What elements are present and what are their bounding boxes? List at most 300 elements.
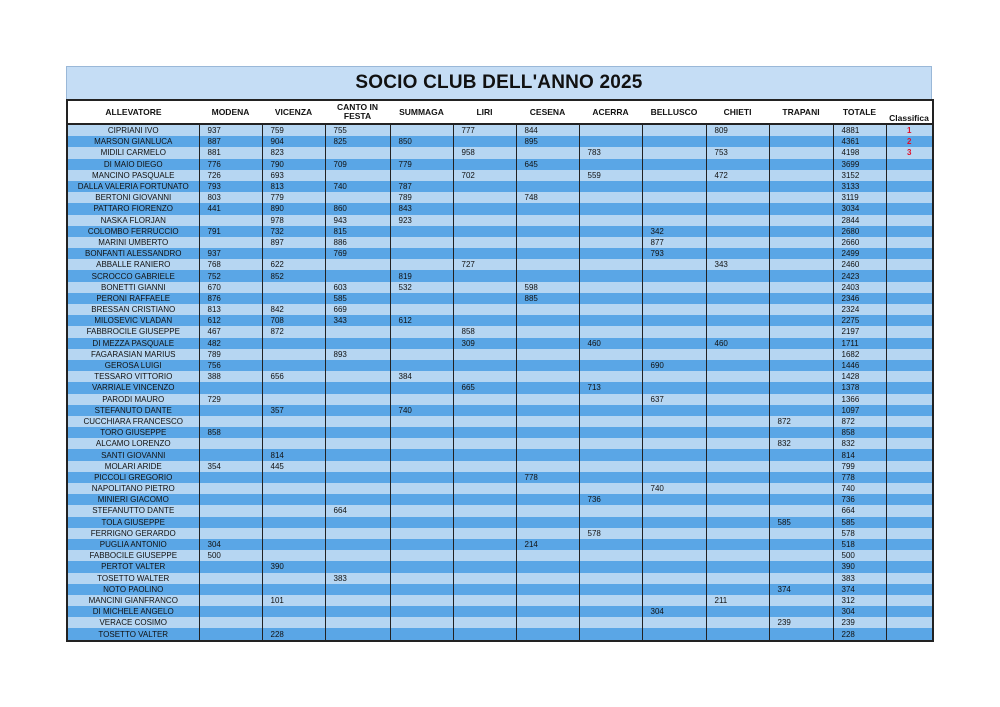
cell-vicenza[interactable] — [262, 293, 325, 304]
cell-chieti[interactable] — [706, 617, 769, 628]
cell-trapani[interactable] — [769, 248, 833, 259]
cell-allevatore[interactable]: BONETTI GIANNI — [67, 282, 199, 293]
cell-bellusco[interactable] — [642, 371, 706, 382]
cell-bellusco[interactable] — [642, 461, 706, 472]
cell-cesena[interactable] — [516, 326, 579, 337]
cell-summaga[interactable]: 789 — [390, 192, 453, 203]
cell-classifica[interactable] — [886, 561, 933, 572]
cell-bellusco[interactable] — [642, 304, 706, 315]
cell-classifica[interactable] — [886, 170, 933, 181]
cell-classifica[interactable] — [886, 606, 933, 617]
cell-canto-in-festa[interactable] — [325, 483, 390, 494]
cell-allevatore[interactable]: FABBOCILE GIUSEPPE — [67, 550, 199, 561]
cell-bellusco[interactable] — [642, 338, 706, 349]
column-header-classifica[interactable]: Classifica — [886, 100, 933, 124]
cell-liri[interactable] — [453, 628, 516, 640]
cell-allevatore[interactable]: SANTI GIOVANNI — [67, 449, 199, 460]
cell-acerra[interactable] — [579, 360, 642, 371]
cell-acerra[interactable] — [579, 573, 642, 584]
cell-summaga[interactable] — [390, 517, 453, 528]
cell-allevatore[interactable]: BERTONI GIOVANNI — [67, 192, 199, 203]
cell-classifica[interactable] — [886, 282, 933, 293]
cell-bellusco[interactable] — [642, 124, 706, 136]
cell-acerra[interactable] — [579, 628, 642, 640]
column-header-cesena[interactable]: CESENA — [516, 100, 579, 124]
cell-bellusco[interactable]: 740 — [642, 483, 706, 494]
cell-cesena[interactable]: 885 — [516, 293, 579, 304]
cell-totale[interactable]: 2275 — [833, 315, 886, 326]
cell-liri[interactable] — [453, 449, 516, 460]
cell-bellusco[interactable] — [642, 159, 706, 170]
cell-acerra[interactable] — [579, 270, 642, 281]
cell-acerra[interactable] — [579, 237, 642, 248]
cell-modena[interactable]: 500 — [199, 550, 262, 561]
cell-vicenza[interactable]: 790 — [262, 159, 325, 170]
cell-vicenza[interactable] — [262, 617, 325, 628]
cell-summaga[interactable] — [390, 573, 453, 584]
cell-allevatore[interactable]: STEFANUTTO DANTE — [67, 505, 199, 516]
cell-liri[interactable] — [453, 606, 516, 617]
cell-modena[interactable]: 354 — [199, 461, 262, 472]
cell-vicenza[interactable]: 872 — [262, 326, 325, 337]
cell-vicenza[interactable] — [262, 416, 325, 427]
column-header-allevatore[interactable]: ALLEVATORE — [67, 100, 199, 124]
cell-bellusco[interactable] — [642, 192, 706, 203]
cell-canto-in-festa[interactable] — [325, 192, 390, 203]
cell-modena[interactable] — [199, 517, 262, 528]
cell-totale[interactable]: 374 — [833, 584, 886, 595]
cell-classifica[interactable] — [886, 483, 933, 494]
cell-bellusco[interactable] — [642, 382, 706, 393]
cell-totale[interactable]: 2680 — [833, 226, 886, 237]
cell-bellusco[interactable] — [642, 270, 706, 281]
cell-chieti[interactable] — [706, 573, 769, 584]
cell-chieti[interactable] — [706, 315, 769, 326]
cell-vicenza[interactable]: 101 — [262, 595, 325, 606]
cell-allevatore[interactable]: DALLA VALERIA FORTUNATO — [67, 181, 199, 192]
cell-chieti[interactable] — [706, 483, 769, 494]
cell-totale[interactable]: 2844 — [833, 215, 886, 226]
cell-cesena[interactable]: 645 — [516, 159, 579, 170]
cell-cesena[interactable] — [516, 248, 579, 259]
cell-modena[interactable] — [199, 584, 262, 595]
cell-allevatore[interactable]: ALCAMO LORENZO — [67, 438, 199, 449]
cell-liri[interactable] — [453, 159, 516, 170]
cell-canto-in-festa[interactable]: 740 — [325, 181, 390, 192]
cell-allevatore[interactable]: MANCINI GIANFRANCO — [67, 595, 199, 606]
cell-classifica[interactable] — [886, 315, 933, 326]
cell-vicenza[interactable] — [262, 282, 325, 293]
cell-totale[interactable]: 4881 — [833, 124, 886, 136]
cell-trapani[interactable] — [769, 573, 833, 584]
cell-modena[interactable]: 441 — [199, 203, 262, 214]
cell-canto-in-festa[interactable] — [325, 595, 390, 606]
cell-trapani[interactable] — [769, 628, 833, 640]
cell-liri[interactable] — [453, 539, 516, 550]
cell-vicenza[interactable]: 852 — [262, 270, 325, 281]
cell-canto-in-festa[interactable] — [325, 438, 390, 449]
cell-liri[interactable] — [453, 192, 516, 203]
cell-acerra[interactable] — [579, 595, 642, 606]
cell-bellusco[interactable]: 637 — [642, 394, 706, 405]
cell-allevatore[interactable]: MOLARI ARIDE — [67, 461, 199, 472]
cell-vicenza[interactable] — [262, 573, 325, 584]
cell-allevatore[interactable]: DI MAIO DIEGO — [67, 159, 199, 170]
cell-cesena[interactable] — [516, 215, 579, 226]
cell-liri[interactable] — [453, 584, 516, 595]
cell-allevatore[interactable]: NOTO PAOLINO — [67, 584, 199, 595]
cell-acerra[interactable] — [579, 427, 642, 438]
cell-cesena[interactable] — [516, 394, 579, 405]
cell-modena[interactable] — [199, 483, 262, 494]
cell-bellusco[interactable]: 793 — [642, 248, 706, 259]
cell-canto-in-festa[interactable] — [325, 338, 390, 349]
cell-totale[interactable]: 778 — [833, 472, 886, 483]
cell-totale[interactable]: 228 — [833, 628, 886, 640]
cell-summaga[interactable]: 850 — [390, 136, 453, 147]
cell-summaga[interactable] — [390, 528, 453, 539]
cell-cesena[interactable] — [516, 628, 579, 640]
cell-allevatore[interactable]: MANCINO PASQUALE — [67, 170, 199, 181]
cell-allevatore[interactable]: VARRIALE VINCENZO — [67, 382, 199, 393]
cell-modena[interactable] — [199, 449, 262, 460]
cell-totale[interactable]: 2324 — [833, 304, 886, 315]
cell-totale[interactable]: 4198 — [833, 147, 886, 158]
cell-vicenza[interactable]: 814 — [262, 449, 325, 460]
cell-trapani[interactable] — [769, 147, 833, 158]
cell-acerra[interactable] — [579, 517, 642, 528]
cell-canto-in-festa[interactable] — [325, 449, 390, 460]
cell-acerra[interactable] — [579, 405, 642, 416]
cell-vicenza[interactable] — [262, 505, 325, 516]
cell-cesena[interactable] — [516, 606, 579, 617]
cell-modena[interactable]: 467 — [199, 326, 262, 337]
cell-totale[interactable]: 578 — [833, 528, 886, 539]
cell-classifica[interactable] — [886, 159, 933, 170]
cell-vicenza[interactable]: 445 — [262, 461, 325, 472]
cell-cesena[interactable] — [516, 371, 579, 382]
cell-chieti[interactable]: 211 — [706, 595, 769, 606]
cell-classifica[interactable] — [886, 304, 933, 315]
cell-cesena[interactable] — [516, 147, 579, 158]
cell-cesena[interactable] — [516, 237, 579, 248]
cell-totale[interactable]: 3699 — [833, 159, 886, 170]
cell-vicenza[interactable] — [262, 494, 325, 505]
cell-liri[interactable] — [453, 237, 516, 248]
cell-bellusco[interactable] — [642, 494, 706, 505]
cell-bellusco[interactable] — [642, 293, 706, 304]
cell-canto-in-festa[interactable] — [325, 550, 390, 561]
cell-canto-in-festa[interactable]: 825 — [325, 136, 390, 147]
cell-chieti[interactable] — [706, 371, 769, 382]
cell-cesena[interactable]: 778 — [516, 472, 579, 483]
cell-acerra[interactable] — [579, 248, 642, 259]
cell-modena[interactable] — [199, 595, 262, 606]
cell-trapani[interactable] — [769, 461, 833, 472]
cell-allevatore[interactable]: PICCOLI GREGORIO — [67, 472, 199, 483]
cell-cesena[interactable] — [516, 517, 579, 528]
cell-totale[interactable]: 2403 — [833, 282, 886, 293]
cell-acerra[interactable] — [579, 472, 642, 483]
cell-vicenza[interactable] — [262, 338, 325, 349]
cell-allevatore[interactable]: VERACE COSIMO — [67, 617, 199, 628]
cell-classifica[interactable] — [886, 617, 933, 628]
cell-allevatore[interactable]: MIDILI CARMELO — [67, 147, 199, 158]
cell-summaga[interactable] — [390, 628, 453, 640]
cell-acerra[interactable] — [579, 584, 642, 595]
cell-chieti[interactable] — [706, 584, 769, 595]
cell-vicenza[interactable] — [262, 550, 325, 561]
cell-summaga[interactable] — [390, 124, 453, 136]
cell-vicenza[interactable]: 390 — [262, 561, 325, 572]
cell-bellusco[interactable] — [642, 203, 706, 214]
cell-acerra[interactable] — [579, 461, 642, 472]
cell-totale[interactable]: 2499 — [833, 248, 886, 259]
cell-acerra[interactable] — [579, 483, 642, 494]
cell-trapani[interactable] — [769, 360, 833, 371]
cell-liri[interactable] — [453, 573, 516, 584]
cell-summaga[interactable] — [390, 595, 453, 606]
cell-classifica[interactable] — [886, 326, 933, 337]
cell-allevatore[interactable]: MINIERI GIACOMO — [67, 494, 199, 505]
cell-chieti[interactable]: 472 — [706, 170, 769, 181]
cell-bellusco[interactable] — [642, 170, 706, 181]
cell-modena[interactable]: 612 — [199, 315, 262, 326]
cell-cesena[interactable] — [516, 338, 579, 349]
cell-cesena[interactable]: 895 — [516, 136, 579, 147]
cell-bellusco[interactable] — [642, 550, 706, 561]
cell-totale[interactable]: 3152 — [833, 170, 886, 181]
cell-chieti[interactable] — [706, 449, 769, 460]
cell-chieti[interactable] — [706, 181, 769, 192]
cell-canto-in-festa[interactable]: 664 — [325, 505, 390, 516]
cell-classifica[interactable] — [886, 584, 933, 595]
cell-trapani[interactable] — [769, 427, 833, 438]
column-header-totale[interactable]: TOTALE — [833, 100, 886, 124]
cell-acerra[interactable]: 559 — [579, 170, 642, 181]
cell-cesena[interactable] — [516, 595, 579, 606]
cell-modena[interactable]: 803 — [199, 192, 262, 203]
cell-liri[interactable] — [453, 226, 516, 237]
cell-summaga[interactable] — [390, 494, 453, 505]
cell-chieti[interactable] — [706, 136, 769, 147]
cell-liri[interactable] — [453, 293, 516, 304]
cell-summaga[interactable] — [390, 539, 453, 550]
cell-canto-in-festa[interactable] — [325, 494, 390, 505]
cell-allevatore[interactable]: BRESSAN CRISTIANO — [67, 304, 199, 315]
cell-allevatore[interactable]: TOLA GIUSEPPE — [67, 517, 199, 528]
cell-cesena[interactable] — [516, 349, 579, 360]
cell-cesena[interactable] — [516, 170, 579, 181]
cell-acerra[interactable] — [579, 259, 642, 270]
cell-classifica[interactable] — [886, 181, 933, 192]
cell-allevatore[interactable]: COLOMBO FERRUCCIO — [67, 226, 199, 237]
cell-chieti[interactable] — [706, 349, 769, 360]
cell-totale[interactable]: 1097 — [833, 405, 886, 416]
cell-trapani[interactable] — [769, 181, 833, 192]
column-header-modena[interactable]: MODENA — [199, 100, 262, 124]
cell-modena[interactable] — [199, 628, 262, 640]
cell-classifica[interactable] — [886, 338, 933, 349]
cell-trapani[interactable] — [769, 606, 833, 617]
cell-bellusco[interactable]: 690 — [642, 360, 706, 371]
cell-canto-in-festa[interactable] — [325, 170, 390, 181]
cell-allevatore[interactable]: NAPOLITANO PIETRO — [67, 483, 199, 494]
cell-cesena[interactable] — [516, 528, 579, 539]
cell-bellusco[interactable]: 877 — [642, 237, 706, 248]
cell-totale[interactable]: 1711 — [833, 338, 886, 349]
cell-cesena[interactable] — [516, 584, 579, 595]
cell-vicenza[interactable]: 897 — [262, 237, 325, 248]
cell-bellusco[interactable] — [642, 147, 706, 158]
cell-acerra[interactable]: 460 — [579, 338, 642, 349]
cell-canto-in-festa[interactable]: 709 — [325, 159, 390, 170]
cell-bellusco[interactable] — [642, 505, 706, 516]
cell-chieti[interactable] — [706, 237, 769, 248]
cell-allevatore[interactable]: DI MICHELE ANGELO — [67, 606, 199, 617]
cell-bellusco[interactable] — [642, 472, 706, 483]
cell-vicenza[interactable] — [262, 584, 325, 595]
cell-classifica[interactable] — [886, 573, 933, 584]
cell-acerra[interactable] — [579, 282, 642, 293]
cell-summaga[interactable]: 787 — [390, 181, 453, 192]
cell-summaga[interactable]: 740 — [390, 405, 453, 416]
cell-chieti[interactable] — [706, 270, 769, 281]
cell-chieti[interactable] — [706, 159, 769, 170]
cell-bellusco[interactable] — [642, 282, 706, 293]
cell-bellusco[interactable] — [642, 438, 706, 449]
cell-liri[interactable] — [453, 270, 516, 281]
cell-summaga[interactable] — [390, 326, 453, 337]
cell-totale[interactable]: 1366 — [833, 394, 886, 405]
cell-classifica[interactable] — [886, 237, 933, 248]
cell-trapani[interactable]: 872 — [769, 416, 833, 427]
cell-modena[interactable]: 858 — [199, 427, 262, 438]
cell-bellusco[interactable] — [642, 349, 706, 360]
cell-summaga[interactable]: 612 — [390, 315, 453, 326]
cell-chieti[interactable] — [706, 505, 769, 516]
cell-summaga[interactable] — [390, 438, 453, 449]
cell-chieti[interactable] — [706, 248, 769, 259]
cell-bellusco[interactable] — [642, 215, 706, 226]
cell-cesena[interactable] — [516, 382, 579, 393]
cell-classifica[interactable] — [886, 349, 933, 360]
cell-vicenza[interactable]: 228 — [262, 628, 325, 640]
cell-liri[interactable] — [453, 215, 516, 226]
cell-bellusco[interactable] — [642, 259, 706, 270]
cell-summaga[interactable] — [390, 606, 453, 617]
cell-liri[interactable] — [453, 427, 516, 438]
cell-canto-in-festa[interactable]: 815 — [325, 226, 390, 237]
cell-canto-in-festa[interactable] — [325, 528, 390, 539]
cell-canto-in-festa[interactable] — [325, 561, 390, 572]
cell-totale[interactable]: 4361 — [833, 136, 886, 147]
cell-bellusco[interactable] — [642, 405, 706, 416]
cell-trapani[interactable] — [769, 349, 833, 360]
cell-canto-in-festa[interactable]: 769 — [325, 248, 390, 259]
cell-chieti[interactable] — [706, 517, 769, 528]
cell-modena[interactable] — [199, 617, 262, 628]
cell-canto-in-festa[interactable]: 893 — [325, 349, 390, 360]
cell-chieti[interactable]: 343 — [706, 259, 769, 270]
cell-allevatore[interactable]: FABBROCILE GIUSEPPE — [67, 326, 199, 337]
cell-canto-in-festa[interactable]: 886 — [325, 237, 390, 248]
cell-vicenza[interactable] — [262, 472, 325, 483]
cell-canto-in-festa[interactable]: 585 — [325, 293, 390, 304]
cell-modena[interactable]: 791 — [199, 226, 262, 237]
cell-chieti[interactable] — [706, 427, 769, 438]
cell-canto-in-festa[interactable] — [325, 517, 390, 528]
cell-trapani[interactable] — [769, 203, 833, 214]
cell-classifica[interactable] — [886, 505, 933, 516]
cell-totale[interactable]: 2346 — [833, 293, 886, 304]
cell-acerra[interactable] — [579, 326, 642, 337]
cell-modena[interactable]: 726 — [199, 170, 262, 181]
cell-trapani[interactable] — [769, 595, 833, 606]
cell-acerra[interactable] — [579, 304, 642, 315]
cell-summaga[interactable]: 923 — [390, 215, 453, 226]
column-header-acerra[interactable]: ACERRA — [579, 100, 642, 124]
cell-liri[interactable] — [453, 315, 516, 326]
cell-totale[interactable]: 832 — [833, 438, 886, 449]
cell-liri[interactable] — [453, 505, 516, 516]
cell-acerra[interactable] — [579, 606, 642, 617]
cell-totale[interactable]: 3119 — [833, 192, 886, 203]
cell-canto-in-festa[interactable] — [325, 461, 390, 472]
cell-acerra[interactable] — [579, 371, 642, 382]
cell-summaga[interactable] — [390, 248, 453, 259]
cell-canto-in-festa[interactable] — [325, 147, 390, 158]
cell-allevatore[interactable]: CUCCHIARA FRANCESCO — [67, 416, 199, 427]
cell-cesena[interactable] — [516, 270, 579, 281]
cell-cesena[interactable]: 748 — [516, 192, 579, 203]
cell-trapani[interactable] — [769, 315, 833, 326]
cell-modena[interactable]: 768 — [199, 259, 262, 270]
column-header-bellusco[interactable]: BELLUSCO — [642, 100, 706, 124]
cell-trapani[interactable] — [769, 293, 833, 304]
cell-modena[interactable]: 304 — [199, 539, 262, 550]
cell-trapani[interactable] — [769, 237, 833, 248]
cell-canto-in-festa[interactable] — [325, 326, 390, 337]
cell-bellusco[interactable] — [642, 427, 706, 438]
cell-summaga[interactable] — [390, 259, 453, 270]
cell-cesena[interactable] — [516, 550, 579, 561]
cell-totale[interactable]: 1428 — [833, 371, 886, 382]
cell-totale[interactable]: 1682 — [833, 349, 886, 360]
cell-chieti[interactable] — [706, 628, 769, 640]
cell-trapani[interactable] — [769, 282, 833, 293]
cell-trapani[interactable] — [769, 483, 833, 494]
cell-trapani[interactable] — [769, 192, 833, 203]
cell-bellusco[interactable] — [642, 628, 706, 640]
cell-trapani[interactable] — [769, 226, 833, 237]
cell-modena[interactable] — [199, 438, 262, 449]
cell-allevatore[interactable]: STEFANUTO DANTE — [67, 405, 199, 416]
cell-allevatore[interactable]: MILOSEVIC VLADAN — [67, 315, 199, 326]
cell-totale[interactable]: 2460 — [833, 259, 886, 270]
cell-canto-in-festa[interactable] — [325, 427, 390, 438]
column-header-summaga[interactable]: SUMMAGA — [390, 100, 453, 124]
cell-liri[interactable] — [453, 371, 516, 382]
cell-acerra[interactable] — [579, 550, 642, 561]
cell-canto-in-festa[interactable]: 943 — [325, 215, 390, 226]
cell-summaga[interactable] — [390, 226, 453, 237]
cell-liri[interactable] — [453, 517, 516, 528]
cell-classifica[interactable] — [886, 248, 933, 259]
cell-allevatore[interactable]: MARSON GIANLUCA — [67, 136, 199, 147]
cell-chieti[interactable] — [706, 282, 769, 293]
cell-liri[interactable] — [453, 304, 516, 315]
